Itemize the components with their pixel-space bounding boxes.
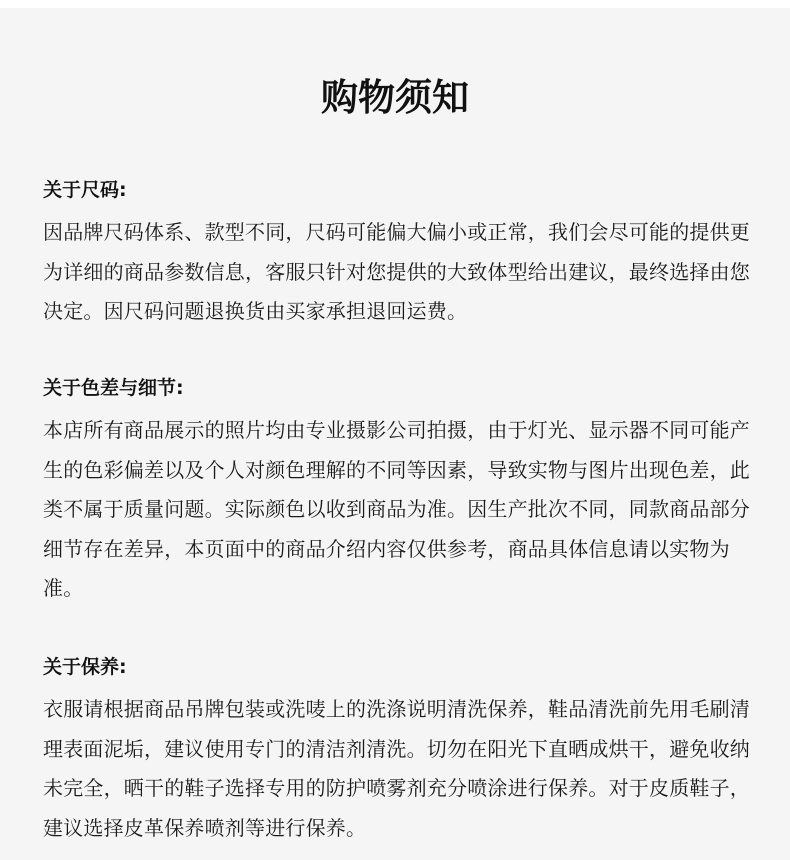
size-text: 因品牌尺码体系、款型不同，尺码可能偏大偏小或正常，我们会尽可能的提供更为详细的商品参数信息，客服只针对您提供的大致体型给出建议，最终选择由您决定。因尺码问题退换货由买家承担退回运费。 (43, 220, 750, 323)
page-title: 购物须知 (321, 76, 469, 119)
color-detail-text: 本店所有商品展示的照片均由专业摄影公司拍摄，由于灯光、显示器不同可能产生的色彩偏差以及个人对颜色理解的不同等因素，导致实物与图片出现色差，此类不属于质量问题。实际颜色以收到商品为准。因生产批次不同，同款商品部分细节存在差异，本页面中的商品介绍内容仅供参考，商品具体信息请以实物为准。 (43, 418, 750, 600)
color-detail-heading: 关于色差与细节: (43, 377, 184, 399)
care-section (43, 654, 763, 848)
size-section (43, 177, 763, 332)
care-text: 衣服请根据商品吊牌包装或洗唛上的洗涤说明清洗保养，鞋品清洗前先用毛刷清理表面泥垢，建议使用专门的清洁剂清洗。切勿在阳光下直晒成烘干，避免收纳未完全，晒干的鞋子选择专用的防护喷雾剂充分喷涂进行保养。对于皮质鞋子，建议选择皮革保养喷剂等进行保养。 (43, 697, 750, 840)
color-detail-section (43, 375, 763, 609)
size-heading: 关于尺码: (43, 179, 127, 201)
care-heading: 关于保养: (43, 656, 127, 678)
